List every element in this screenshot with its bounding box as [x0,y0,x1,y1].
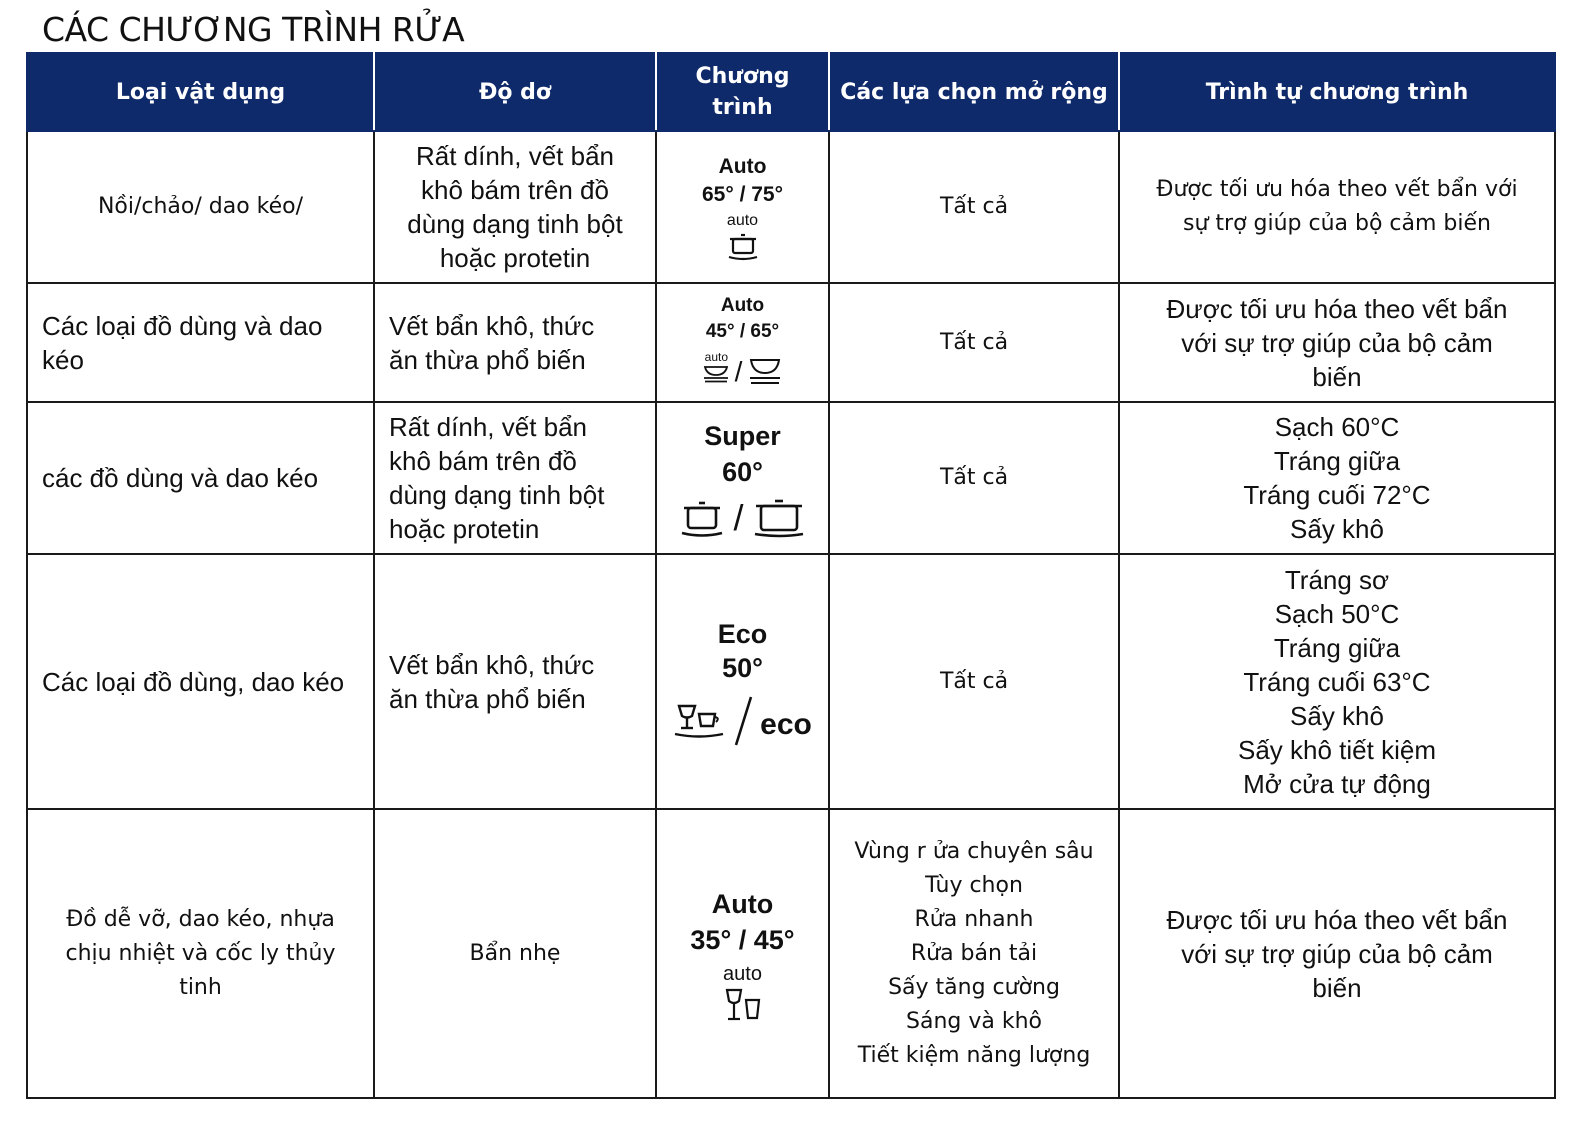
glass-cup-icon [673,702,725,740]
sequence-line: Được tối ưu hóa theo vết bẩn [1166,904,1508,935]
soil-cell [374,402,656,554]
sequence-cell [1119,131,1555,283]
program-cell [656,131,829,283]
table-row [27,283,1555,402]
sequence-line: Sấy khô tiết kiệm [1238,734,1436,765]
auto-label: auto [723,962,762,985]
header-item-type: Loại vật dụng [27,53,374,131]
soil-cell [374,283,656,402]
options-cell: Tất cả [829,283,1119,402]
header-sequence: Trình tự chương trình [1119,53,1555,131]
sequence-line: với sự trợ giúp của bộ cảm [1181,938,1493,969]
sequence-line: với sự trợ giúp của bộ cảm [1181,327,1493,358]
program-name: Eco [717,618,768,649]
option-line: Vùng r ửa chuyên sâu [854,838,1094,864]
options-cell: Tất cả [829,554,1119,809]
table-row [27,809,1555,1098]
sequence-line: Tráng cuối 63°C [1243,666,1431,697]
soil-cell [374,131,656,283]
eco-label: eco [760,707,812,741]
dish-stack-small-icon [703,365,729,383]
sequence-line: Sấy khô [1290,514,1384,544]
slash-divider-icon [733,695,753,747]
wineglass-icon [723,988,763,1022]
slash-divider: / [734,355,743,387]
program-name: Auto [718,155,767,178]
soil-line: dùng dạng tinh bột [407,209,623,239]
program-cell [656,809,829,1098]
option-line: Sấy tăng cường [888,974,1060,1000]
slash-divider: / [733,496,744,538]
sequence-line: Sạch 50°C [1274,598,1400,629]
soil-line: dùng dạng tinh bột [389,480,605,510]
sequence-cell [1119,554,1555,809]
soil-line: hoặc protetin [389,514,540,544]
program-cell [656,402,829,554]
item-type-line: tinh [179,974,222,1000]
soil-line: Vết bẩn khô, thức [389,649,595,680]
header-soil-level: Độ dơ [374,53,656,131]
table-header-row [27,53,1555,131]
pot-small-icon [678,498,726,538]
soil-line: hoặc protetin [439,243,591,273]
sequence-line: Được tối ưu hóa theo vết bẩn [1166,293,1508,324]
auto-label: auto [726,212,759,229]
programs-table [26,52,1556,1099]
sequence-line: Sấy khô [1290,700,1384,731]
program-temp: 50° [722,652,763,683]
soil-cell [374,554,656,809]
program-icons [663,496,822,538]
header-options: Các lựa chọn mở rộng [829,53,1119,131]
options-cell: Tất cả [829,402,1119,554]
program-name: Super [704,421,781,452]
soil-line: Rất dính, vết bẩn [415,141,615,171]
program-temp: 65° / 75° [701,183,784,206]
item-type-cell [27,809,374,1098]
auto-dish-icon-group [703,351,729,393]
option-line: Rửa bán tải [910,940,1038,966]
sequence-line: Tráng giữa [1273,446,1401,476]
option-line: Rửa nhanh [914,906,1034,932]
page-title: CÁC CHƯƠNG TRÌNH RỬA [42,10,465,49]
item-type-line: chịu nhiệt và cốc ly thủy [65,940,336,966]
program-temp: 60° [722,457,763,488]
sequence-line: sự trợ giúp của bộ cảm biến [1183,211,1491,236]
item-type-cell: Nồi/chảo/ dao kéo/ [27,131,374,283]
table-row [27,131,1555,283]
auto-label: auto [704,349,728,364]
soil-cell: Bẩn nhẹ [374,809,656,1098]
program-temp: 45° / 65° [705,320,780,342]
item-type-cell: Các loại đồ dùng và dao kéo [27,283,374,402]
sequence-line: Sạch 60°C [1274,412,1400,442]
pot-icon [725,233,761,261]
soil-line: ăn thừa phổ biến [389,683,586,714]
soil-line: Vết bẩn khô, thức [389,310,595,341]
dish-stack-icon [748,357,782,387]
soil-line: ăn thừa phổ biến [389,344,586,375]
item-type-cell: Các loại đồ dùng, dao kéo [27,554,374,809]
program-cell [656,283,829,402]
sequence-line: Mở cửa tự động [1243,768,1431,799]
sequence-cell [1119,402,1555,554]
pot-large-icon [751,498,807,538]
sequence-line: biến [1312,972,1362,1003]
item-type-line: Đồ dễ vỡ, dao kéo, nhựa [66,906,335,932]
program-name: Auto [711,888,774,919]
sequence-cell [1119,283,1555,402]
options-cell: Tất cả [829,131,1119,283]
sequence-line: biến [1312,361,1362,392]
header-program-line1: Chương [695,64,790,89]
sequence-line: Tráng giữa [1273,632,1401,663]
sequence-line: Tráng sơ [1284,564,1390,595]
program-temp: 35° / 45° [690,924,795,955]
soil-line: khô bám trên đồ [389,446,577,476]
item-type-cell: các đồ dùng và dao kéo [27,402,374,554]
program-cell [656,554,829,809]
table-row [27,554,1555,809]
program-name: Auto [720,294,765,316]
sequence-cell [1119,809,1555,1098]
option-line: Tiết kiệm năng lượng [857,1042,1091,1068]
options-cell [829,809,1119,1098]
program-icons [663,351,822,393]
soil-line: khô bám trên đồ [421,175,609,205]
option-line: Sáng và khô [906,1008,1042,1034]
table-row [27,402,1555,554]
header-program [656,53,829,131]
soil-line: Rất dính, vết bẩn [389,412,588,442]
sequence-line: Được tối ưu hóa theo vết bẩn với [1156,177,1518,202]
program-icons [663,695,822,747]
option-line: Tùy chọn [925,872,1023,898]
header-program-line2: trình [712,95,773,120]
sequence-line: Tráng cuối 72°C [1243,480,1431,510]
